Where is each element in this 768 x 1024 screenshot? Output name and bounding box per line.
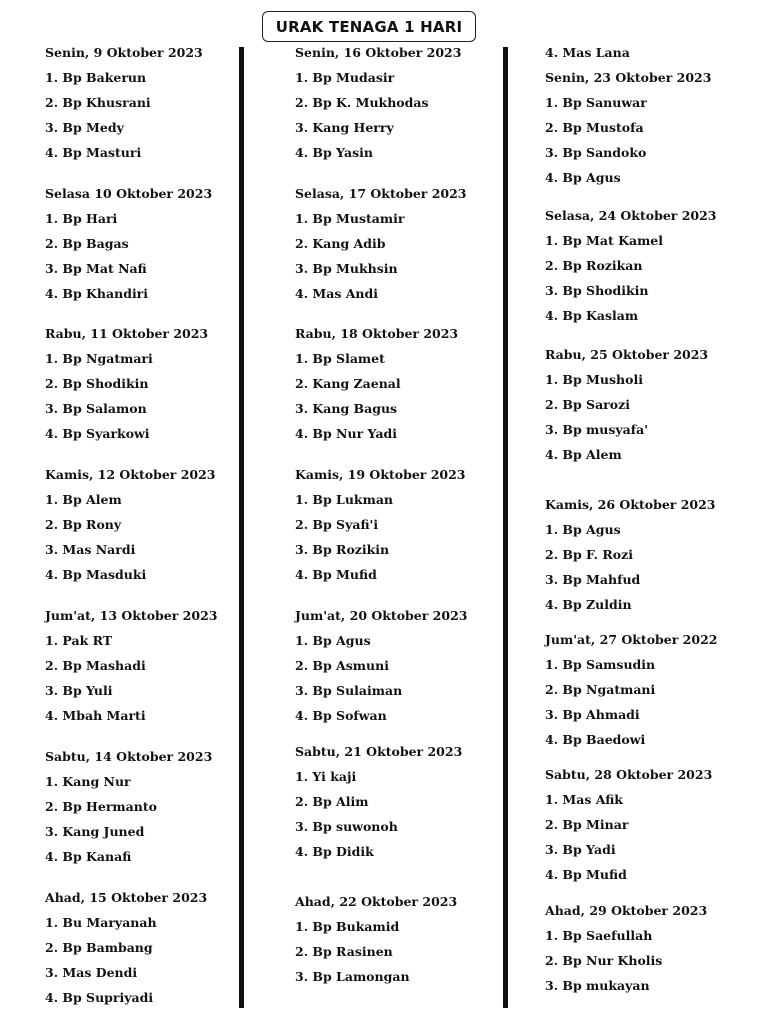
schedule-line: 4. Bp Mufid: [545, 867, 627, 882]
schedule-line: 2. Bp Syafi'i: [295, 517, 379, 532]
schedule-line: Rabu, 25 Oktober 2023: [545, 347, 709, 362]
schedule-line: 1. Kang Nur: [45, 774, 131, 789]
schedule-line: 2. Bp Shodikin: [45, 376, 149, 391]
schedule-line: 1. Mas Afik: [545, 792, 623, 807]
schedule-line: Jum'at, 20 Oktober 2023: [295, 608, 468, 623]
schedule-line: 1. Bp Musholi: [545, 372, 643, 387]
schedule-line: 4. Bp Sofwan: [295, 708, 387, 723]
schedule-line: 4. Bp Alem: [545, 447, 622, 462]
schedule-line: 3. Bp Salamon: [45, 401, 147, 416]
schedule-line: 3. Mas Dendi: [45, 965, 138, 980]
schedule-line: 4. Bp Mufid: [295, 567, 377, 582]
schedule-line: 2. Kang Adib: [295, 236, 386, 251]
schedule-line: 4. Bp Baedowi: [545, 732, 646, 747]
schedule-line: 3. Bp Rozikin: [295, 542, 390, 557]
schedule-line: 4. Bp Masduki: [45, 567, 147, 582]
schedule-line: Selasa 10 Oktober 2023: [45, 186, 213, 201]
schedule-line: 4. Bp Agus: [545, 170, 621, 185]
schedule-line: 3. Kang Juned: [45, 824, 145, 839]
schedule-line: 3. Bp musyafa': [545, 422, 649, 437]
schedule-line: 4. Bp Kaslam: [545, 308, 639, 323]
column-divider: [239, 47, 244, 1008]
schedule-line: 3. Bp Yadi: [545, 842, 616, 857]
schedule-line: 4. Mbah Marti: [45, 708, 146, 723]
schedule-line: 4. Bp Zuldin: [545, 597, 632, 612]
schedule-line: Rabu, 11 Oktober 2023: [45, 326, 209, 341]
schedule-line: 2. Bp Bambang: [45, 940, 153, 955]
schedule-line: 4. Bp Yasin: [295, 145, 373, 160]
schedule-line: 3. Kang Bagus: [295, 401, 398, 416]
schedule-line: Jum'at, 27 Oktober 2022: [545, 632, 718, 647]
schedule-line: Selasa, 24 Oktober 2023: [545, 208, 717, 223]
schedule-line: 1. Bp Slamet: [295, 351, 385, 366]
schedule-line: 1. Bp Mustamir: [295, 211, 405, 226]
schedule-line: 4. Bp Syarkowi: [45, 426, 150, 441]
schedule-line: 3. Bp Medy: [45, 120, 124, 135]
schedule-line: Selasa, 17 Oktober 2023: [295, 186, 467, 201]
schedule-line: 1. Bp Samsudin: [545, 657, 656, 672]
schedule-line: Senin, 9 Oktober 2023: [45, 45, 203, 60]
schedule-line: 4. Bp Nur Yadi: [295, 426, 398, 441]
schedule-line: 1. Pak RT: [45, 633, 113, 648]
schedule-line: 4. Bp Kanafi: [45, 849, 132, 864]
schedule-line: 3. Mas Nardi: [45, 542, 136, 557]
schedule-line: 3. Bp Mukhsin: [295, 261, 398, 276]
schedule-line: Sabtu, 21 Oktober 2023: [295, 744, 463, 759]
schedule-line: 2. Bp Asmuni: [295, 658, 389, 673]
schedule-line: 3. Bp Shodikin: [545, 283, 649, 298]
schedule-line: 3. Bp Mat Nafi: [45, 261, 147, 276]
schedule-line: 1. Bp Mat Kamel: [545, 233, 664, 248]
schedule-line: 2. Bp Alim: [295, 794, 369, 809]
schedule-line: 1. Bp Hari: [45, 211, 118, 226]
schedule-line: 2. Bp Khusrani: [45, 95, 151, 110]
schedule-line: 2. Bp K. Mukhodas: [295, 95, 429, 110]
schedule-line: 1. Bu Maryanah: [45, 915, 157, 930]
schedule-line: 3. Bp Lamongan: [295, 969, 410, 984]
page-title: URAK TENAGA 1 HARI: [262, 11, 476, 42]
schedule-line: Kamis, 26 Oktober 2023: [545, 497, 716, 512]
schedule-line: 3. Bp Sulaiman: [295, 683, 403, 698]
schedule-line: 4. Bp Masturi: [45, 145, 142, 160]
schedule-line: Senin, 16 Oktober 2023: [295, 45, 462, 60]
schedule-line: 2. Bp Bagas: [45, 236, 129, 251]
schedule-line: Kamis, 12 Oktober 2023: [45, 467, 216, 482]
schedule-line: 1. Bp Bakerun: [45, 70, 147, 85]
schedule-line: 4. Bp Didik: [295, 844, 374, 859]
schedule-line: 1. Yi kaji: [295, 769, 357, 784]
schedule-line: 1. Bp Bukamid: [295, 919, 400, 934]
schedule-line: Senin, 23 Oktober 2023: [545, 70, 712, 85]
schedule-line: 2. Bp Mashadi: [45, 658, 146, 673]
schedule-line: 3. Bp suwonoh: [295, 819, 398, 834]
schedule-line: 2. Bp Rony: [45, 517, 122, 532]
schedule-line: 4. Mas Andi: [295, 286, 379, 301]
schedule-line: 2. Bp Rozikan: [545, 258, 643, 273]
schedule-line: 1. Bp Ngatmari: [45, 351, 153, 366]
schedule-line: 1. Bp Lukman: [295, 492, 394, 507]
schedule-line: 4. Mas Lana: [545, 45, 630, 60]
schedule-line: Kamis, 19 Oktober 2023: [295, 467, 466, 482]
column-divider: [503, 47, 508, 1008]
schedule-line: 2. Bp Sarozi: [545, 397, 630, 412]
schedule-line: Jum'at, 13 Oktober 2023: [45, 608, 218, 623]
schedule-line: 2. Bp Hermanto: [45, 799, 157, 814]
schedule-line: Ahad, 22 Oktober 2023: [295, 894, 458, 909]
schedule-line: 1. Bp Agus: [545, 522, 621, 537]
schedule-line: 3. Bp mukayan: [545, 978, 650, 993]
schedule-line: 2. Bp Nur Kholis: [545, 953, 663, 968]
schedule-line: 1. Bp Saefullah: [545, 928, 653, 943]
schedule-line: 3. Kang Herry: [295, 120, 394, 135]
schedule-line: Ahad, 29 Oktober 2023: [545, 903, 708, 918]
schedule-line: 1. Bp Agus: [295, 633, 371, 648]
schedule-line: 4. Bp Supriyadi: [45, 990, 154, 1005]
schedule-line: 2. Bp Mustofa: [545, 120, 644, 135]
schedule-line: 2. Bp F. Rozi: [545, 547, 633, 562]
schedule-line: Sabtu, 28 Oktober 2023: [545, 767, 713, 782]
schedule-line: Sabtu, 14 Oktober 2023: [45, 749, 213, 764]
schedule-line: 1. Bp Alem: [45, 492, 122, 507]
schedule-line: 1. Bp Mudasir: [295, 70, 395, 85]
schedule-line: 4. Bp Khandiri: [45, 286, 149, 301]
schedule-line: 3. Bp Ahmadi: [545, 707, 640, 722]
schedule-line: 3. Bp Yuli: [45, 683, 113, 698]
schedule-line: 2. Bp Minar: [545, 817, 629, 832]
schedule-line: 3. Bp Sandoko: [545, 145, 647, 160]
schedule-line: Ahad, 15 Oktober 2023: [45, 890, 208, 905]
schedule-line: 2. Bp Rasinen: [295, 944, 393, 959]
schedule-line: 2. Bp Ngatmani: [545, 682, 656, 697]
schedule-line: 2. Kang Zaenal: [295, 376, 401, 391]
schedule-line: 3. Bp Mahfud: [545, 572, 641, 587]
schedule-line: 1. Bp Sanuwar: [545, 95, 647, 110]
schedule-line: Rabu, 18 Oktober 2023: [295, 326, 459, 341]
